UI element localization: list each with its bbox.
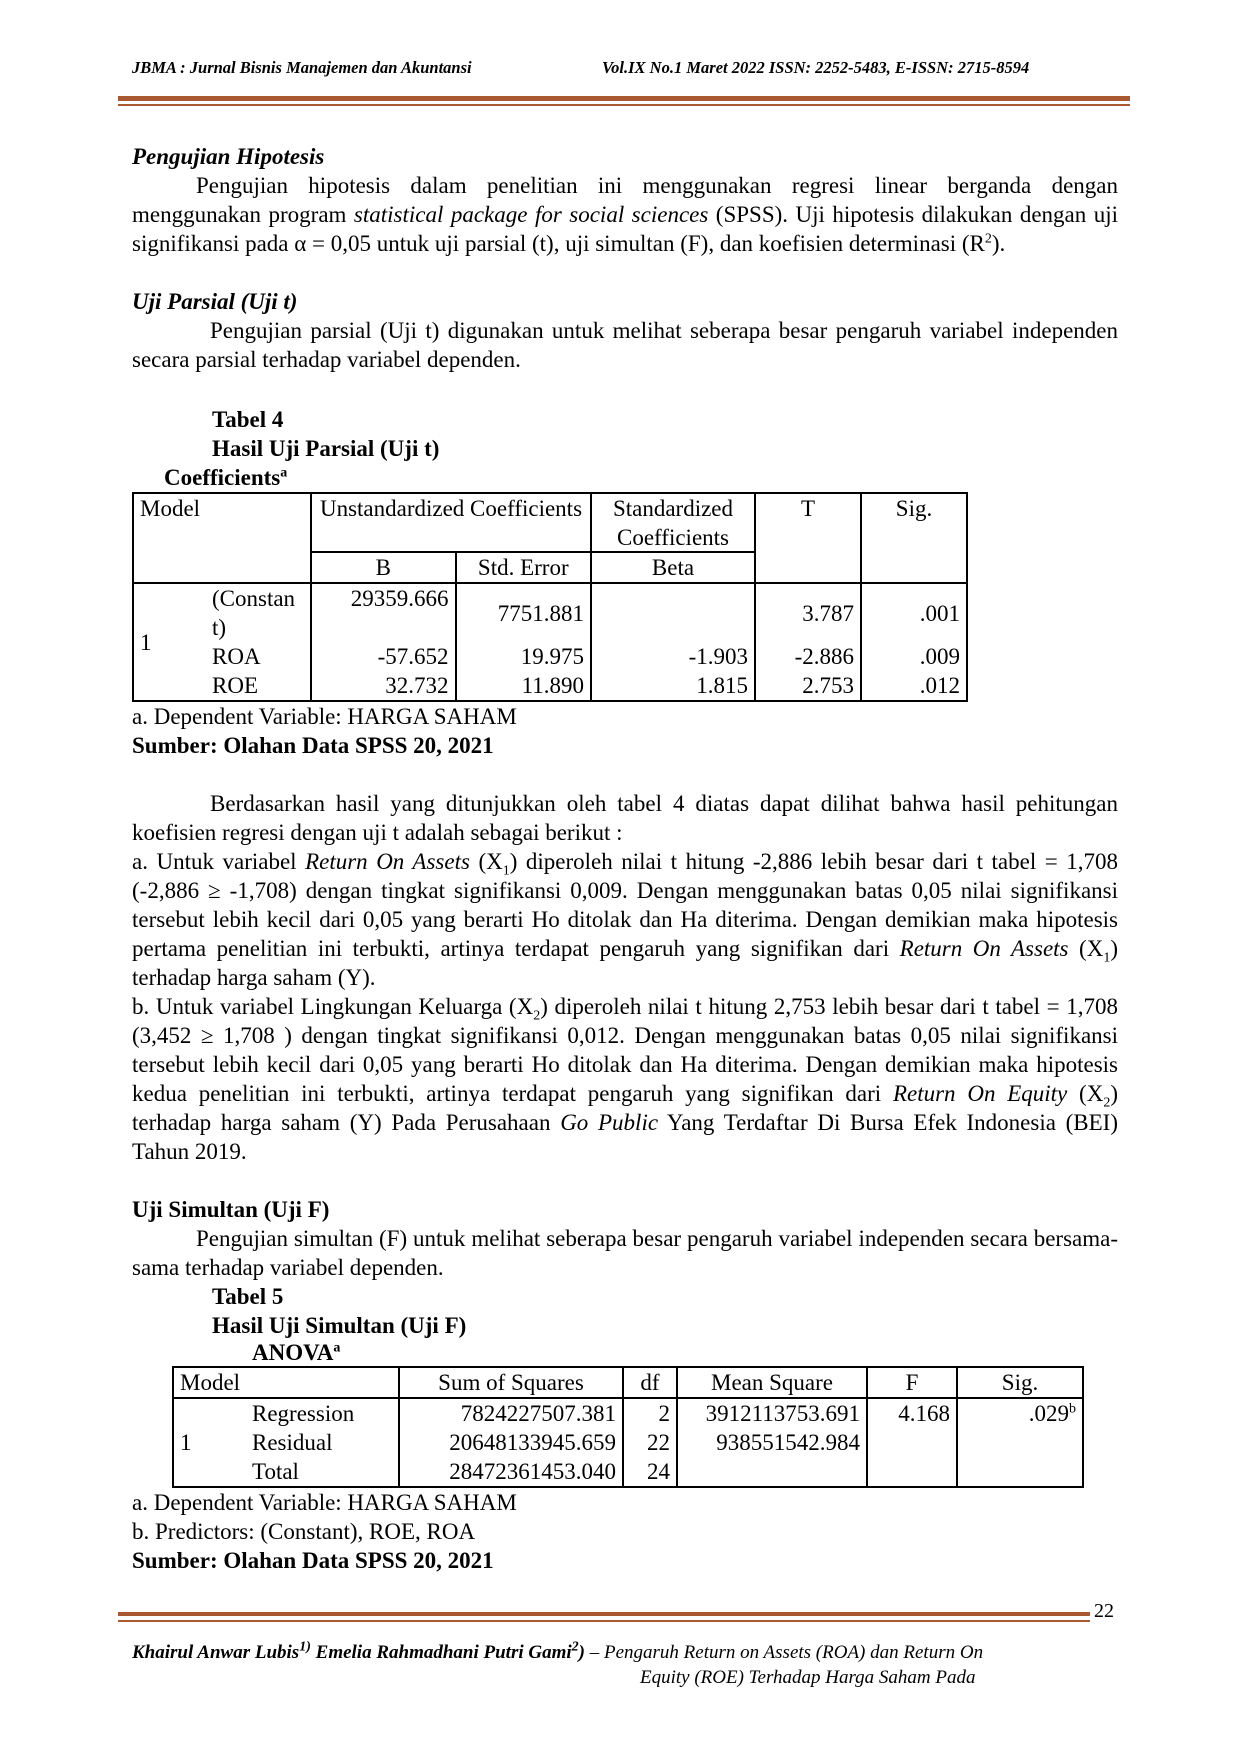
col-header-df: df xyxy=(623,1367,677,1398)
row-name: ROE xyxy=(206,671,311,701)
table-row xyxy=(173,1398,1083,1428)
col-header-mean-square: Mean Square xyxy=(677,1367,867,1398)
col-header-sum-of-squares: Sum of Squares xyxy=(399,1367,623,1398)
cell-std-error: 11.890 xyxy=(456,671,591,701)
cell-std-error: 7751.881 xyxy=(456,583,591,642)
footer-rule xyxy=(118,1612,1090,1616)
cell-std-error: 19.975 xyxy=(456,642,591,671)
table4-caption-number: Tabel 4 xyxy=(212,407,284,432)
row-name: Regression xyxy=(246,1398,399,1428)
cell-t: 3.787 xyxy=(755,583,861,642)
table4-caption-coefficients: Coefficients$^a$ xyxy=(164,465,288,490)
cell-sig: .029$^b$ xyxy=(957,1398,1083,1428)
col-header-sig: Sig. xyxy=(861,493,967,552)
cell-sum-of-squares: 7824227507.381 xyxy=(399,1398,623,1428)
cell-mean-square: 938551542.984 xyxy=(677,1428,867,1457)
cell-f: 4.168 xyxy=(867,1398,957,1428)
cell-df: 24 xyxy=(623,1457,677,1487)
cell-beta: 1.815 xyxy=(591,671,755,701)
anova-table xyxy=(172,1366,1084,1488)
col-header-model: Model xyxy=(133,493,311,552)
table4-caption-title: Hasil Uji Parsial (Uji t) xyxy=(212,436,440,461)
cell-sum-of-squares: 28472361453.040 xyxy=(399,1457,623,1487)
cell-mean-square xyxy=(677,1457,867,1487)
header-rule-thin xyxy=(118,104,1130,106)
table4-note: a. Dependent Variable: HARGA SAHAM xyxy=(132,704,517,729)
table-row xyxy=(133,642,967,671)
paragraph-result-a: a. Untuk variabel Return On Assets $(X_1)$ diperoleh nilai t hitung -2,886 lebih besar dari t tabel = 1,708 (-2,886 ≥ -1,708) dengan tingkat signifikansi 0,009. Dengan menggunakan batas 0,05 nilai signifikansi tersebut lebih kecil dari 0,05 yang berarti Ho ditolak dan Ha diterima. Dengan demikian maka hipotesis pertama penelitian ini terbukti, artinya terdapat pengaruh yang signifikan dari Return On Assets $(X_1)$ terhadap harga saham (Y). xyxy=(132,849,1118,990)
page-number: 22 xyxy=(1094,1600,1114,1622)
cell-sig xyxy=(957,1428,1083,1457)
section-title-f-test: Uji Simultan (Uji F) xyxy=(132,1197,330,1222)
table5-source: Sumber: Olahan Data SPSS 20, 2021 xyxy=(132,1548,494,1573)
table5-note-predictors: b. Predictors: (Constant), ROE, ROA xyxy=(132,1519,476,1544)
cell-t: -2.886 xyxy=(755,642,861,671)
table-row xyxy=(133,583,967,642)
running-footer xyxy=(132,1640,1092,1690)
journal-name: JBMA : Jurnal Bisnis Manajemen dan Akuntansi xyxy=(132,58,472,77)
cell-sum-of-squares: 20648133945.659 xyxy=(399,1428,623,1457)
paragraph-results-intro: Berdasarkan hasil yang ditunjukkan oleh tabel 4 diatas dapat dilihat bahwa hasil pehitungan koefisien regresi dengan uji t adalah sebagai berikut : xyxy=(132,791,1118,845)
table-row xyxy=(173,1457,1083,1487)
table4-source: Sumber: Olahan Data SPSS 20, 2021 xyxy=(132,733,494,758)
cell-sig: .012 xyxy=(861,671,967,701)
footer-line-1: Khairul Anwar Lubis$^{1)}$ Emelia Rahmadhani Putri Gami$^2$) – Pengaruh Return on Assets (ROA) dan Return On xyxy=(132,1639,984,1663)
table-row xyxy=(173,1428,1083,1457)
cell-df: 2 xyxy=(623,1398,677,1428)
cell-sig: .009 xyxy=(861,642,967,671)
row-name: ROA xyxy=(206,642,311,671)
table5-note-dependent: a. Dependent Variable: HARGA SAHAM xyxy=(132,1490,517,1515)
col-header-standardized: Standardized Coefficients xyxy=(591,493,755,552)
col-header-sig: Sig. xyxy=(957,1367,1083,1398)
table-row xyxy=(133,671,967,701)
cell-f xyxy=(867,1457,957,1487)
row-name: Residual xyxy=(246,1428,399,1457)
table5-caption-anova: ANOVA$^a$ xyxy=(252,1340,341,1365)
cell-beta: -1.903 xyxy=(591,642,755,671)
paragraph-t-test: Pengujian parsial (Uji t) digunakan untuk melihat seberapa besar pengaruh variabel independen secara parsial terhadap variabel dependen. xyxy=(132,318,1118,372)
col-header-f: F xyxy=(867,1367,957,1398)
cell-b: -57.652 xyxy=(311,642,456,671)
col-header-beta: Beta xyxy=(591,552,755,583)
journal-issue: Vol.IX No.1 Maret 2022 ISSN: 2252-5483, E-ISSN: 2715-8594 xyxy=(602,58,1030,77)
col-header-t: T xyxy=(755,493,861,552)
cell-df: 22 xyxy=(623,1428,677,1457)
section-title-hypothesis: Pengujian Hipotesis xyxy=(132,144,325,169)
col-header-unstandardized: Unstandardized Coefficients xyxy=(311,493,591,552)
cell-b: 29359.666 xyxy=(311,583,456,642)
page-content xyxy=(132,142,1118,1575)
footer-line-2: Equity (ROE) Terhadap Harga Saham Pada xyxy=(640,1667,976,1688)
col-header-model: Model xyxy=(173,1367,399,1398)
section-title-t-test: Uji Parsial (Uji t) xyxy=(132,289,298,314)
table5-caption-title: Hasil Uji Simultan (Uji F) xyxy=(212,1313,467,1338)
paragraph-f-test: Pengujian simultan (F) untuk melihat seberapa besar pengaruh variabel independen secara bersama-sama terhadap variabel dependen. xyxy=(132,1226,1118,1280)
cell-mean-square: 3912113753.691 xyxy=(677,1398,867,1428)
cell-f xyxy=(867,1428,957,1457)
col-header-b: B xyxy=(311,552,456,583)
cell-sig xyxy=(957,1457,1083,1487)
paragraph-result-b: b. Untuk variabel Lingkungan Keluarga $(X_2)$ diperoleh nilai t hitung 2,753 lebih besar dari t tabel = 1,708 (3,452 ≥ 1,708 ) dengan tingkat signifikansi 0,012. Dengan menggunakan batas 0,05 nilai signifikansi tersebut lebih kecil dari 0,05 yang berarti Ho ditolak dan Ha diterima. Dengan demikian maka hipotesis kedua penelitian ini terbukti, artinya terdapat pengaruh yang signifikan dari Return On Equity $(X_2)$ terhadap harga saham (Y) Pada Perusahaan Go Public Yang Terdaftar Di Bursa Efek Indonesia (BEI) Tahun 2019. xyxy=(132,994,1119,1164)
paragraph-hypothesis: Pengujian hipotesis dalam penelitian ini menggunakan regresi linear berganda dengan menggunakan program statistical package for social sciences (SPSS). Uji hipotesis dilakukan dengan uji signifikansi pada α = 0,05 untuk uji parsial (t), uji simultan (F), dan koefisien determinasi $(R^2)$. xyxy=(132,173,1118,256)
cell-b: 32.732 xyxy=(311,671,456,701)
model-number: 1 xyxy=(133,583,206,701)
col-header-std-error: Std. Error xyxy=(456,552,591,583)
row-name: Total xyxy=(246,1457,399,1487)
header-rule xyxy=(118,96,1130,101)
coefficients-table xyxy=(132,492,968,702)
cell-beta xyxy=(591,583,755,642)
cell-sig: .001 xyxy=(861,583,967,642)
model-number: 1 xyxy=(173,1398,246,1487)
footer-rule-thin xyxy=(118,1620,1090,1622)
row-name: (Constant) xyxy=(206,583,311,642)
cell-t: 2.753 xyxy=(755,671,861,701)
table5-caption-number: Tabel 5 xyxy=(212,1284,284,1309)
